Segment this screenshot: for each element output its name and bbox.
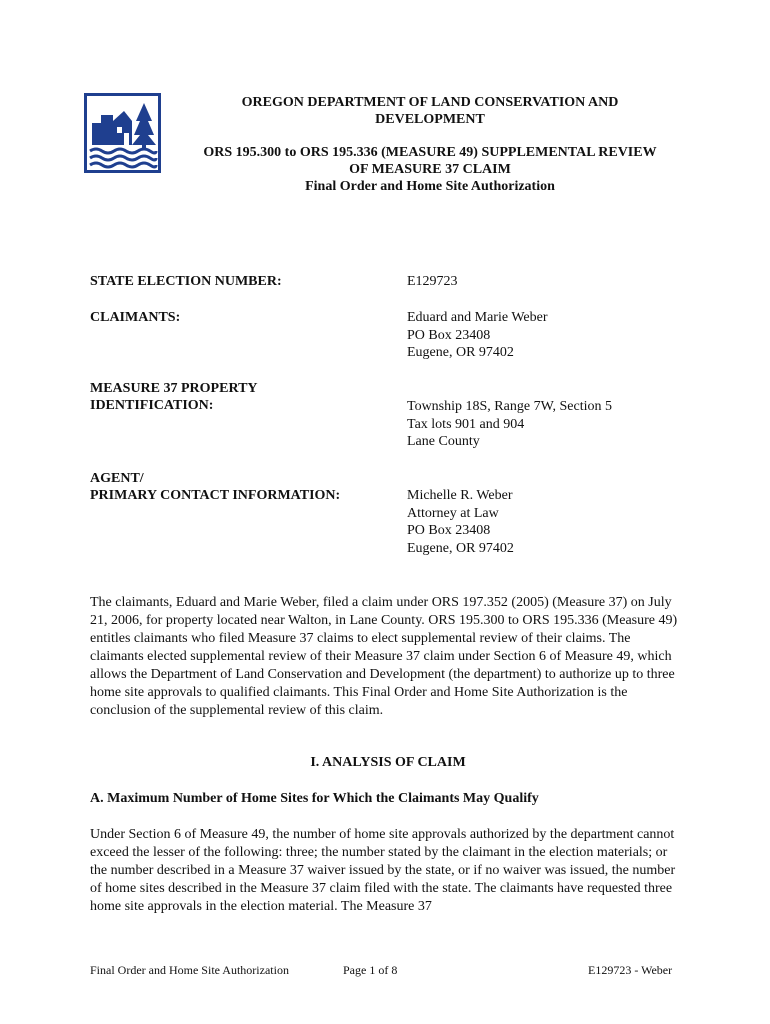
agent-address-line1: PO Box 23408 (407, 523, 491, 538)
agent-contact-label (90, 470, 340, 504)
sub-heading: A. Maximum Number of Home Sites for Which the Claimants May Qualify (90, 791, 539, 806)
section-paragraph: Under Section 6 of Measure 49, the number of home site approvals authorized by the department cannot exceed the lesser of the following: three; the number stated by the claimant in the election materials; or the number described in a Measure 37 waiver issued by the state, or if no waiver was issued, the number of home sites described in the Measure 37 claim filed with the state. The claimants have requested three home site approvals in the election material. The Measure 37 (90, 827, 676, 914)
claimants-name: Eduard and Marie Weber (407, 310, 548, 325)
agency-logo-icon (84, 93, 161, 173)
property-identification-label (90, 380, 258, 414)
footer-document-title: Final Order and Home Site Authorization (90, 963, 289, 977)
property-label-line2: IDENTIFICATION: (90, 398, 214, 413)
claimants-value (407, 309, 548, 362)
section-heading: I. ANALYSIS OF CLAIM (310, 755, 466, 770)
agent-contact-value (407, 487, 514, 557)
footer-page-number: Page 1 of 8 (343, 963, 398, 977)
document-title-line1: ORS 195.300 to ORS 195.336 (MEASURE 49) SUPPLEMENTAL REVIEW (203, 145, 657, 160)
agency-name-line1: OREGON DEPARTMENT OF LAND CONSERVATION AND (241, 95, 619, 110)
agent-title: Attorney at Law (407, 505, 499, 521)
claimants-address-line2: Eugene, OR 97402 (407, 345, 514, 360)
property-township: Township 18S, Range 7W, Section 5 (407, 399, 612, 414)
document-title-line3: Final Order and Home Site Authorization (305, 179, 555, 194)
property-tax-lots: Tax lots 901 and 904 (407, 416, 525, 432)
property-county: Lane County (407, 434, 480, 449)
intro-paragraph: The claimants, Eduard and Marie Weber, filed a claim under ORS 197.352 (2005) (Measure 37) on July 21, 2006, for property located near Walton, in Lane County. ORS 195.300 to ORS 195.336 (Measure 49) entitles claimants who filed Measure 37 claims to elect supplemental review of their claims. The claimants elected supplemental review of their Measure 37 claim under Section 6 of Measure 49, which allows the Department of Land Conservation and Development (the department) to authorize up to three home site approvals to qualified claimants. This Final Order and Home Site Authorization is the conclusion of the supplemental review of this claim. (90, 595, 678, 718)
document-header (170, 94, 690, 195)
property-identification-value (407, 398, 612, 451)
document-title-line2: OF MEASURE 37 CLAIM (349, 162, 511, 177)
agent-name: Michelle R. Weber (407, 488, 513, 503)
claimants-address-line1: PO Box 23408 (407, 327, 491, 343)
election-number-value: E129723 (407, 274, 458, 289)
election-number-label: STATE ELECTION NUMBER: (90, 274, 282, 289)
agent-label-line2: PRIMARY CONTACT INFORMATION: (90, 488, 341, 503)
property-label-line1: MEASURE 37 PROPERTY (90, 381, 258, 396)
agency-name-line2: DEVELOPMENT (375, 112, 485, 127)
agent-label-line1: AGENT/ (90, 471, 144, 486)
footer-claim-id: E129723 - Weber (588, 963, 673, 977)
agent-address-line2: Eugene, OR 97402 (407, 540, 514, 556)
claimants-label: CLAIMANTS: (90, 310, 181, 325)
